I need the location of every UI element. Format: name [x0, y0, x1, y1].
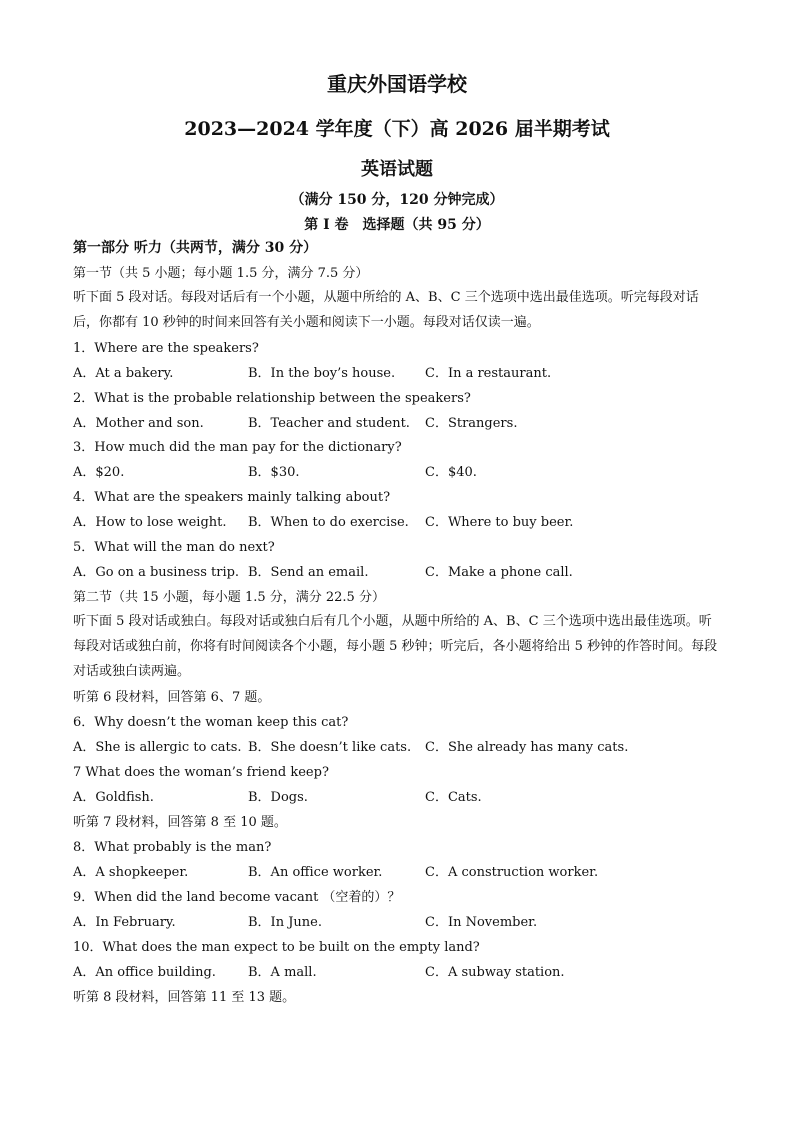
q8-option-c: C．A construction worker.: [425, 865, 599, 880]
school-name: 重庆外国语学校: [327, 72, 467, 96]
q6-option-c: C．She already has many cats.: [425, 740, 629, 755]
question-1: 1．Where are the speakers?: [73, 341, 259, 356]
question-3: 3．How much did the man pay for the dictionary?: [73, 440, 402, 455]
exam-title: 2023—2024 学年度（下）高 2026 届半期考试: [184, 118, 610, 140]
q10-option-a: A．An office building.: [73, 965, 216, 980]
section1-instructions: 听下面 5 段对话。每段对话后有一个小题，从题中所给的 A、B、C 三个选项中选出最佳选项。听完每段对话后，你都有 10 秒钟的时间来回答有关小题和阅读下一小题。每段对话仅读一遍。: [73, 290, 699, 330]
q2-option-a: A．Mother and son.: [73, 416, 204, 431]
q5-option-c: C．Make a phone call.: [425, 565, 573, 580]
q1-option-c: C．In a restaurant.: [425, 366, 552, 381]
question-4: 4．What are the speakers mainly talking about?: [73, 490, 391, 505]
q6-option-b: B．She doesn’t like cats.: [248, 740, 412, 755]
q4-option-c: C．Where to buy beer.: [425, 515, 574, 530]
question-8: 8．What probably is the man?: [73, 840, 272, 855]
section2-title: 第二节（共 15 小题，每小题 1.5 分，满分 22.5 分）: [73, 590, 385, 605]
section1-title: 第一节（共 5 小题；每小题 1.5 分，满分 7.5 分）: [73, 266, 369, 281]
subject-title: 英语试题: [361, 159, 433, 180]
material-7-note: 听第 7 段材料，回答第 8 至 10 题。: [73, 815, 287, 830]
q4-option-a: A．How to lose weight.: [73, 515, 227, 530]
question-5: 5．What will the man do next?: [73, 540, 275, 555]
question-7: 7 What does the woman’s friend keep?: [73, 765, 329, 780]
q1-option-a: A．At a bakery.: [73, 366, 174, 381]
material-8-note: 听第 8 段材料，回答第 11 至 13 题。: [73, 990, 296, 1005]
section2-instructions: 听下面 5 段对话或独白。每段对话或独白后有几个小题，从题中所给的 A、B、C 三个选项中选出最佳选项。听每段对话或独白前，你将有时间阅读各个小题，每小题 5 秒钟；听完后，各小题将给出 5 秒钟的作答时间。每段对话或独白读两遍。: [73, 614, 718, 679]
q6-option-a: A．She is allergic to cats.: [73, 740, 242, 755]
q2-option-b: B．Teacher and student.: [248, 416, 410, 431]
q8-option-a: A．A shopkeeper.: [73, 865, 189, 880]
q3-option-c: C．$40.: [425, 465, 477, 480]
q3-option-b: B．$30.: [248, 465, 300, 480]
question-9: 9．When did the land become vacant （空着的）？: [73, 890, 401, 905]
q5-option-a: A．Go on a business trip.: [73, 565, 240, 580]
q3-option-a: A．$20.: [73, 465, 125, 480]
question-10: 10．What does the man expect to be built on the empty land?: [73, 940, 480, 955]
q5-option-b: B．Send an email.: [248, 565, 369, 580]
question-6: 6．Why doesn’t the woman keep this cat?: [73, 715, 349, 730]
material-6-note: 听第 6 段材料，回答第 6、7 题。: [73, 690, 271, 705]
q7-option-c: C．Cats.: [425, 790, 482, 805]
question-2: 2．What is the probable relationship between the speakers?: [73, 391, 471, 406]
part1-title: 第一部分 听力（共两节，满分 30 分）: [73, 240, 318, 256]
q4-option-b: B．When to do exercise.: [248, 515, 409, 530]
q8-option-b: B．An office worker.: [248, 865, 383, 880]
q2-option-c: C．Strangers.: [425, 416, 518, 431]
q10-option-c: C．A subway station.: [425, 965, 565, 980]
q1-option-b: B．In the boy’s house.: [248, 366, 396, 381]
q10-option-b: B．A mall.: [248, 965, 317, 980]
q7-option-b: B．Dogs.: [248, 790, 308, 805]
volume-title: 第 I 卷 选择题（共 95 分）: [304, 217, 490, 233]
q9-option-b: B．In June.: [248, 915, 322, 930]
exam-info: （满分 150 分，120 分钟完成）: [290, 192, 504, 208]
q7-option-a: A．Goldfish.: [73, 790, 154, 805]
q9-option-a: A．In February.: [73, 915, 176, 930]
q9-option-c: C．In November.: [425, 915, 538, 930]
